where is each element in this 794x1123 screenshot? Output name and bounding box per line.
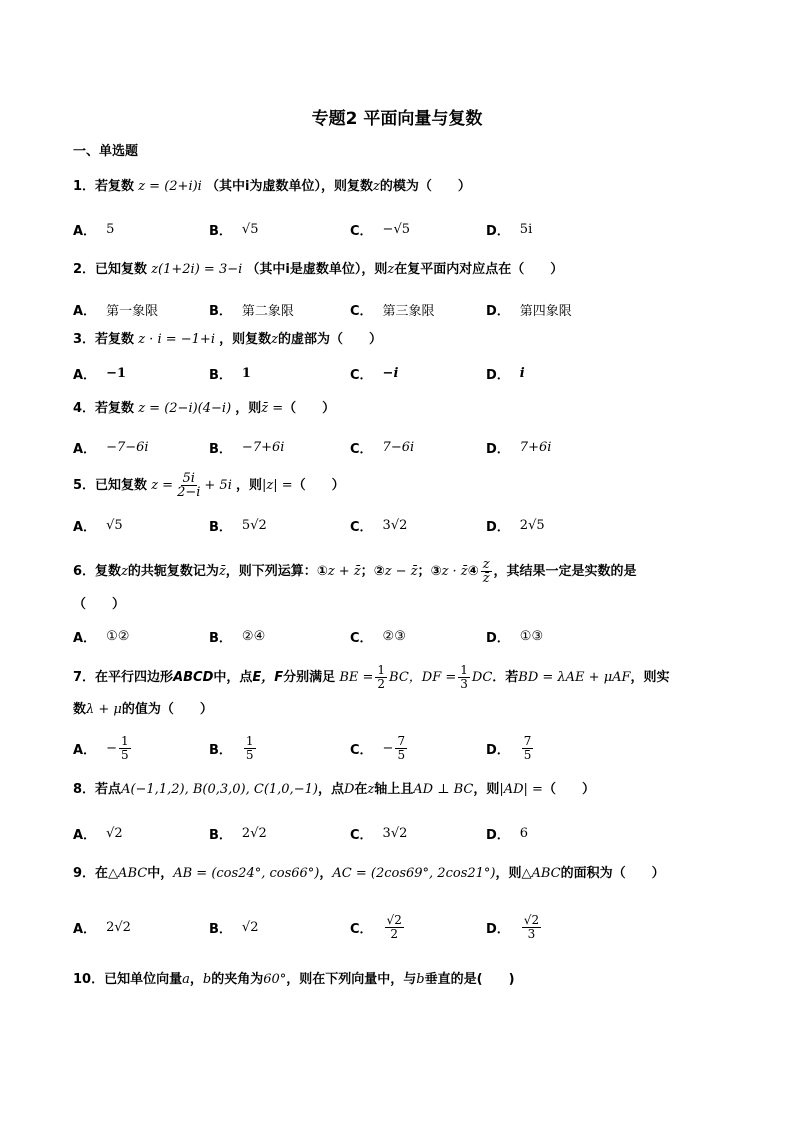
fraction-denominator: 5	[397, 747, 406, 762]
question-text: ，则	[495, 866, 522, 881]
question-2	[73, 262, 563, 278]
question-text: 复数	[95, 564, 122, 579]
option-value: 5√2	[241, 517, 267, 533]
option-b[interactable]	[209, 818, 267, 848]
option-value: 第四象限	[519, 303, 572, 319]
question-number: 6．	[73, 564, 96, 579]
option-label: D．	[486, 827, 510, 843]
fraction-numerator: √2	[386, 912, 402, 927]
options-q5	[73, 510, 753, 540]
math-variable: b	[416, 972, 425, 987]
option-label: C．	[350, 519, 373, 535]
option-value: 2√2	[106, 919, 131, 935]
option-label: C．	[350, 441, 373, 457]
option-label: D．	[486, 630, 510, 646]
fraction-numerator: 1	[460, 663, 468, 677]
question-text: ．若	[492, 670, 519, 685]
question-number: 7．	[73, 670, 96, 685]
fraction	[481, 558, 492, 585]
question-1	[73, 179, 471, 195]
option-label: B．	[209, 441, 232, 457]
math-variable: z̄	[218, 564, 226, 579]
option-value: −7−6i	[106, 439, 149, 455]
option-value: 第三象限	[382, 303, 435, 319]
option-label: A．	[73, 921, 97, 937]
vector-expression: AC = (2cos69°, 2cos21°)	[332, 866, 496, 881]
question-text: 的虚部为（ ）	[278, 332, 383, 347]
math-variable: |z| =	[262, 478, 293, 493]
option-value: −√5	[382, 221, 410, 237]
question-text: （其中i是虚数单位），则	[246, 262, 388, 277]
vector-expression: BC	[389, 670, 409, 685]
option-label: D．	[486, 303, 510, 319]
option-value: √2	[241, 919, 259, 935]
option-d[interactable]	[486, 214, 532, 244]
fraction-numerator: 1	[245, 733, 254, 748]
option-label: A．	[73, 441, 97, 457]
question-text: （ ）	[542, 782, 595, 797]
option-b[interactable]	[209, 733, 258, 763]
option-a[interactable]	[73, 621, 129, 651]
question-text: （其中i为虚数单位），则复数	[205, 179, 373, 194]
math-expression: △ABC	[521, 866, 561, 881]
options-q1	[73, 214, 753, 244]
option-d[interactable]	[486, 733, 535, 763]
fraction-numerator: 1	[377, 663, 386, 677]
question-text: 的面积为（ ）	[560, 866, 665, 881]
question-text: 的模为（ ）	[379, 179, 471, 194]
option-sign: −	[106, 740, 117, 756]
math-expression: z(1+2i) = 3−i	[151, 262, 243, 277]
fraction-numerator: 7	[523, 733, 532, 748]
option-label: A．	[73, 223, 97, 239]
option-c[interactable]	[350, 358, 398, 388]
option-d[interactable]	[486, 818, 528, 848]
option-c[interactable]	[350, 432, 414, 462]
option-label: C．	[350, 223, 373, 239]
option-d[interactable]	[486, 510, 545, 540]
option-value: √5	[241, 221, 259, 237]
option-b[interactable]	[209, 358, 251, 388]
options-q4	[73, 432, 753, 462]
options-q3	[73, 358, 753, 388]
question-text: ，	[319, 866, 333, 881]
option-b[interactable]	[209, 621, 265, 651]
fraction-denominator: z̄	[482, 571, 490, 586]
vector-expression: BD = λAE + μAF	[518, 670, 631, 685]
question-6-paren	[73, 597, 125, 613]
fraction	[175, 472, 202, 499]
math-expression: z · z̄	[441, 564, 468, 579]
question-text: ，其结果一定是实数的是	[493, 564, 637, 579]
question-text: 轴上且	[374, 782, 414, 797]
option-label: C．	[350, 827, 373, 843]
math-variable: ABCD	[173, 670, 214, 685]
option-value: 5i	[519, 221, 533, 237]
question-7-line2	[73, 702, 213, 718]
option-c[interactable]	[350, 818, 407, 848]
options-q8	[73, 818, 753, 848]
fraction	[522, 735, 534, 762]
math-variable: b	[202, 972, 212, 987]
option-value: −7+6i	[241, 439, 285, 455]
fraction	[385, 914, 404, 941]
option-label: B．	[209, 519, 232, 535]
options-q9	[73, 912, 753, 942]
question-text: 已知单位向量	[104, 972, 183, 987]
option-label: B．	[209, 827, 232, 843]
option-c[interactable]	[350, 733, 409, 763]
option-label: B．	[209, 303, 232, 319]
question-text: 若复数	[95, 179, 135, 194]
question-text: ④	[467, 564, 479, 579]
option-a[interactable]	[73, 214, 114, 244]
vector-expression: BE =	[339, 670, 374, 685]
math-variable: z	[121, 564, 128, 579]
question-text: 垂直的是( )	[424, 972, 515, 987]
question-number: 4．	[73, 401, 96, 416]
question-text: 中，点	[213, 670, 253, 685]
fraction	[244, 735, 256, 762]
option-label: A．	[73, 827, 97, 843]
fraction-denominator: 5	[523, 747, 532, 762]
fraction-denominator: 2−i	[177, 485, 201, 500]
option-label: C．	[350, 303, 373, 319]
question-text: 在平行四边形	[95, 670, 174, 685]
question-text: 在	[354, 782, 368, 797]
question-number: 10．	[73, 972, 105, 987]
options-q7	[73, 733, 753, 763]
question-text: ，	[189, 972, 203, 987]
question-text: ，点	[317, 782, 344, 797]
option-value: ①③	[519, 628, 544, 644]
option-value: 2√2	[241, 825, 267, 841]
question-text: 的夹角为	[211, 972, 264, 987]
option-value: 5	[106, 221, 115, 237]
math-expression: z + z̄	[327, 564, 361, 579]
question-text: ，则复数	[219, 332, 272, 347]
question-number: 3．	[73, 332, 96, 347]
option-sign: −	[382, 740, 394, 756]
option-label: C．	[350, 742, 373, 758]
option-label: B．	[209, 742, 232, 758]
option-c[interactable]	[350, 294, 435, 324]
question-6	[73, 558, 637, 585]
option-d[interactable]	[486, 912, 543, 942]
fraction-denominator: 3	[527, 926, 536, 941]
option-d[interactable]	[486, 621, 543, 651]
question-text: 中，	[147, 866, 174, 881]
vector-expression: DC	[471, 670, 493, 685]
fraction-numerator: 5i	[182, 471, 195, 486]
option-value: ①②	[106, 628, 130, 644]
question-text: 的共轭复数记为	[127, 564, 219, 579]
option-a[interactable]	[73, 358, 126, 388]
option-value: 6	[519, 825, 529, 841]
page-title: 专题2 平面向量与复数	[311, 109, 483, 129]
question-text: （ ）	[292, 478, 345, 493]
option-value: 2√5	[519, 517, 545, 533]
question-7	[73, 664, 670, 691]
question-5	[73, 472, 345, 499]
option-label: D．	[486, 921, 510, 937]
question-text: ，则	[236, 478, 263, 493]
option-label: D．	[486, 367, 510, 383]
option-value: 第一象限	[106, 303, 159, 319]
option-value: −1	[106, 365, 127, 381]
question-text: 分别满足	[283, 670, 336, 685]
option-value: 1	[241, 365, 251, 381]
math-variable: z	[367, 782, 375, 797]
option-label: C．	[350, 921, 373, 937]
option-b[interactable]	[209, 912, 258, 942]
option-c[interactable]	[350, 912, 406, 942]
option-a[interactable]	[73, 818, 123, 848]
fraction	[119, 735, 131, 762]
option-label: A．	[73, 367, 97, 383]
fraction	[522, 914, 541, 941]
fraction-denominator: 5	[245, 747, 254, 762]
option-label: B．	[209, 367, 232, 383]
question-number: 5．	[73, 478, 96, 493]
fraction-numerator: 1	[120, 733, 129, 748]
math-expression: △ABC	[108, 866, 148, 881]
math-expression: z =	[151, 478, 174, 493]
math-expression: λ + μ	[86, 702, 122, 717]
option-label: B．	[209, 223, 232, 239]
question-text: ，则实	[630, 670, 670, 685]
math-variable: z	[387, 262, 395, 277]
option-b[interactable]	[209, 294, 294, 324]
option-c[interactable]	[350, 214, 410, 244]
question-text: 在复平面内对应点在（ ）	[394, 262, 564, 277]
fraction	[375, 664, 387, 691]
question-10	[73, 972, 515, 988]
option-label: D．	[486, 742, 510, 758]
question-text: 已知复数	[95, 262, 148, 277]
question-9	[73, 866, 665, 882]
option-label: D．	[486, 223, 510, 239]
option-value: 7−6i	[382, 439, 415, 455]
math-variable: a	[182, 972, 190, 987]
question-text: 已知复数	[95, 478, 148, 493]
option-value: −i	[382, 365, 399, 381]
math-variable: E，F	[252, 670, 284, 685]
option-c[interactable]	[350, 621, 406, 651]
math-variable: D	[343, 782, 355, 797]
math-variable: z	[271, 332, 278, 347]
option-label: C．	[350, 630, 373, 646]
option-value: 3√2	[382, 825, 408, 841]
option-label: A．	[73, 303, 97, 319]
option-value: ②③	[382, 628, 406, 644]
math-expression: z = (2+i)i	[138, 179, 202, 194]
fraction-denominator: 2	[377, 677, 386, 691]
option-label: D．	[486, 519, 510, 535]
option-d[interactable]	[486, 358, 525, 388]
option-label: A．	[73, 630, 97, 646]
question-text: 若复数	[95, 332, 135, 347]
option-label: B．	[209, 921, 232, 937]
question-text: ，则在下列向量中，与	[286, 972, 417, 987]
option-d[interactable]	[486, 294, 572, 324]
option-value: 7+6i	[519, 439, 552, 455]
option-a[interactable]	[73, 294, 158, 324]
answer-paren: （ ）	[73, 597, 126, 612]
fraction	[395, 735, 407, 762]
question-4	[73, 401, 335, 417]
math-variable: z	[372, 179, 380, 194]
options-q2	[73, 294, 753, 324]
math-expression: A(−1,1,2), B(0,3,0), C(1,0,−1)	[121, 782, 318, 797]
option-value: i	[519, 365, 525, 381]
fraction	[458, 664, 470, 691]
option-a[interactable]	[73, 912, 131, 942]
option-b[interactable]	[209, 214, 258, 244]
option-value: 3√2	[382, 517, 408, 533]
math-expression: z − z̄	[384, 564, 418, 579]
option-b[interactable]	[209, 432, 284, 462]
question-text: ，则	[473, 782, 500, 797]
options-q6	[73, 621, 753, 651]
fraction-denominator: 3	[460, 677, 468, 691]
option-label: A．	[73, 742, 97, 758]
vector-expression: AD ⊥ BC	[413, 782, 474, 797]
fraction-denominator: 5	[120, 747, 129, 762]
option-label: D．	[486, 441, 510, 457]
option-a[interactable]	[73, 432, 149, 462]
fraction-numerator: √2	[523, 912, 540, 927]
question-8	[73, 782, 595, 798]
question-text: ；③	[417, 564, 442, 579]
question-number: 2．	[73, 262, 96, 277]
option-value: √2	[106, 825, 123, 841]
question-number: 1．	[73, 179, 96, 194]
option-label: C．	[350, 367, 373, 383]
question-text: （ ）	[283, 401, 336, 416]
option-value: 第二象限	[241, 303, 294, 319]
question-text: ，则	[235, 401, 262, 416]
question-text: 若点	[95, 782, 122, 797]
question-text: 数	[73, 702, 87, 717]
option-value: √5	[106, 517, 123, 533]
math-expression: z · i = −1+i	[138, 332, 215, 347]
fraction-denominator: 2	[390, 926, 398, 941]
fraction-numerator: 7	[397, 733, 406, 748]
question-number: 9．	[73, 866, 96, 881]
question-3	[73, 332, 382, 348]
option-value: ②④	[241, 628, 266, 644]
math-variable: z̄ =	[261, 401, 284, 416]
section-heading: 一、单选题	[73, 144, 139, 159]
question-text: 若复数	[95, 401, 135, 416]
math-expression: + 5i	[204, 478, 232, 493]
vector-expression: |AD| =	[499, 782, 543, 797]
math-expression: z = (2−i)(4−i)	[138, 401, 232, 416]
question-number: 8．	[73, 782, 96, 797]
math-expression: 60°	[263, 972, 287, 987]
fraction-numerator: z	[482, 557, 490, 572]
question-text: ；②	[360, 564, 385, 579]
option-label: A．	[73, 519, 97, 535]
question-text: ，则下列运算：①	[225, 564, 328, 579]
option-a[interactable]	[73, 733, 133, 763]
question-text: 在	[95, 866, 109, 881]
option-b[interactable]	[209, 510, 267, 540]
option-d[interactable]	[486, 432, 551, 462]
option-a[interactable]	[73, 510, 123, 540]
question-text: 的值为（ ）	[121, 702, 213, 717]
option-label: B．	[209, 630, 232, 646]
option-c[interactable]	[350, 510, 407, 540]
vector-expression: AB = (cos24°, cos66°)	[173, 866, 320, 881]
vector-expression: ，DF =	[408, 670, 457, 685]
